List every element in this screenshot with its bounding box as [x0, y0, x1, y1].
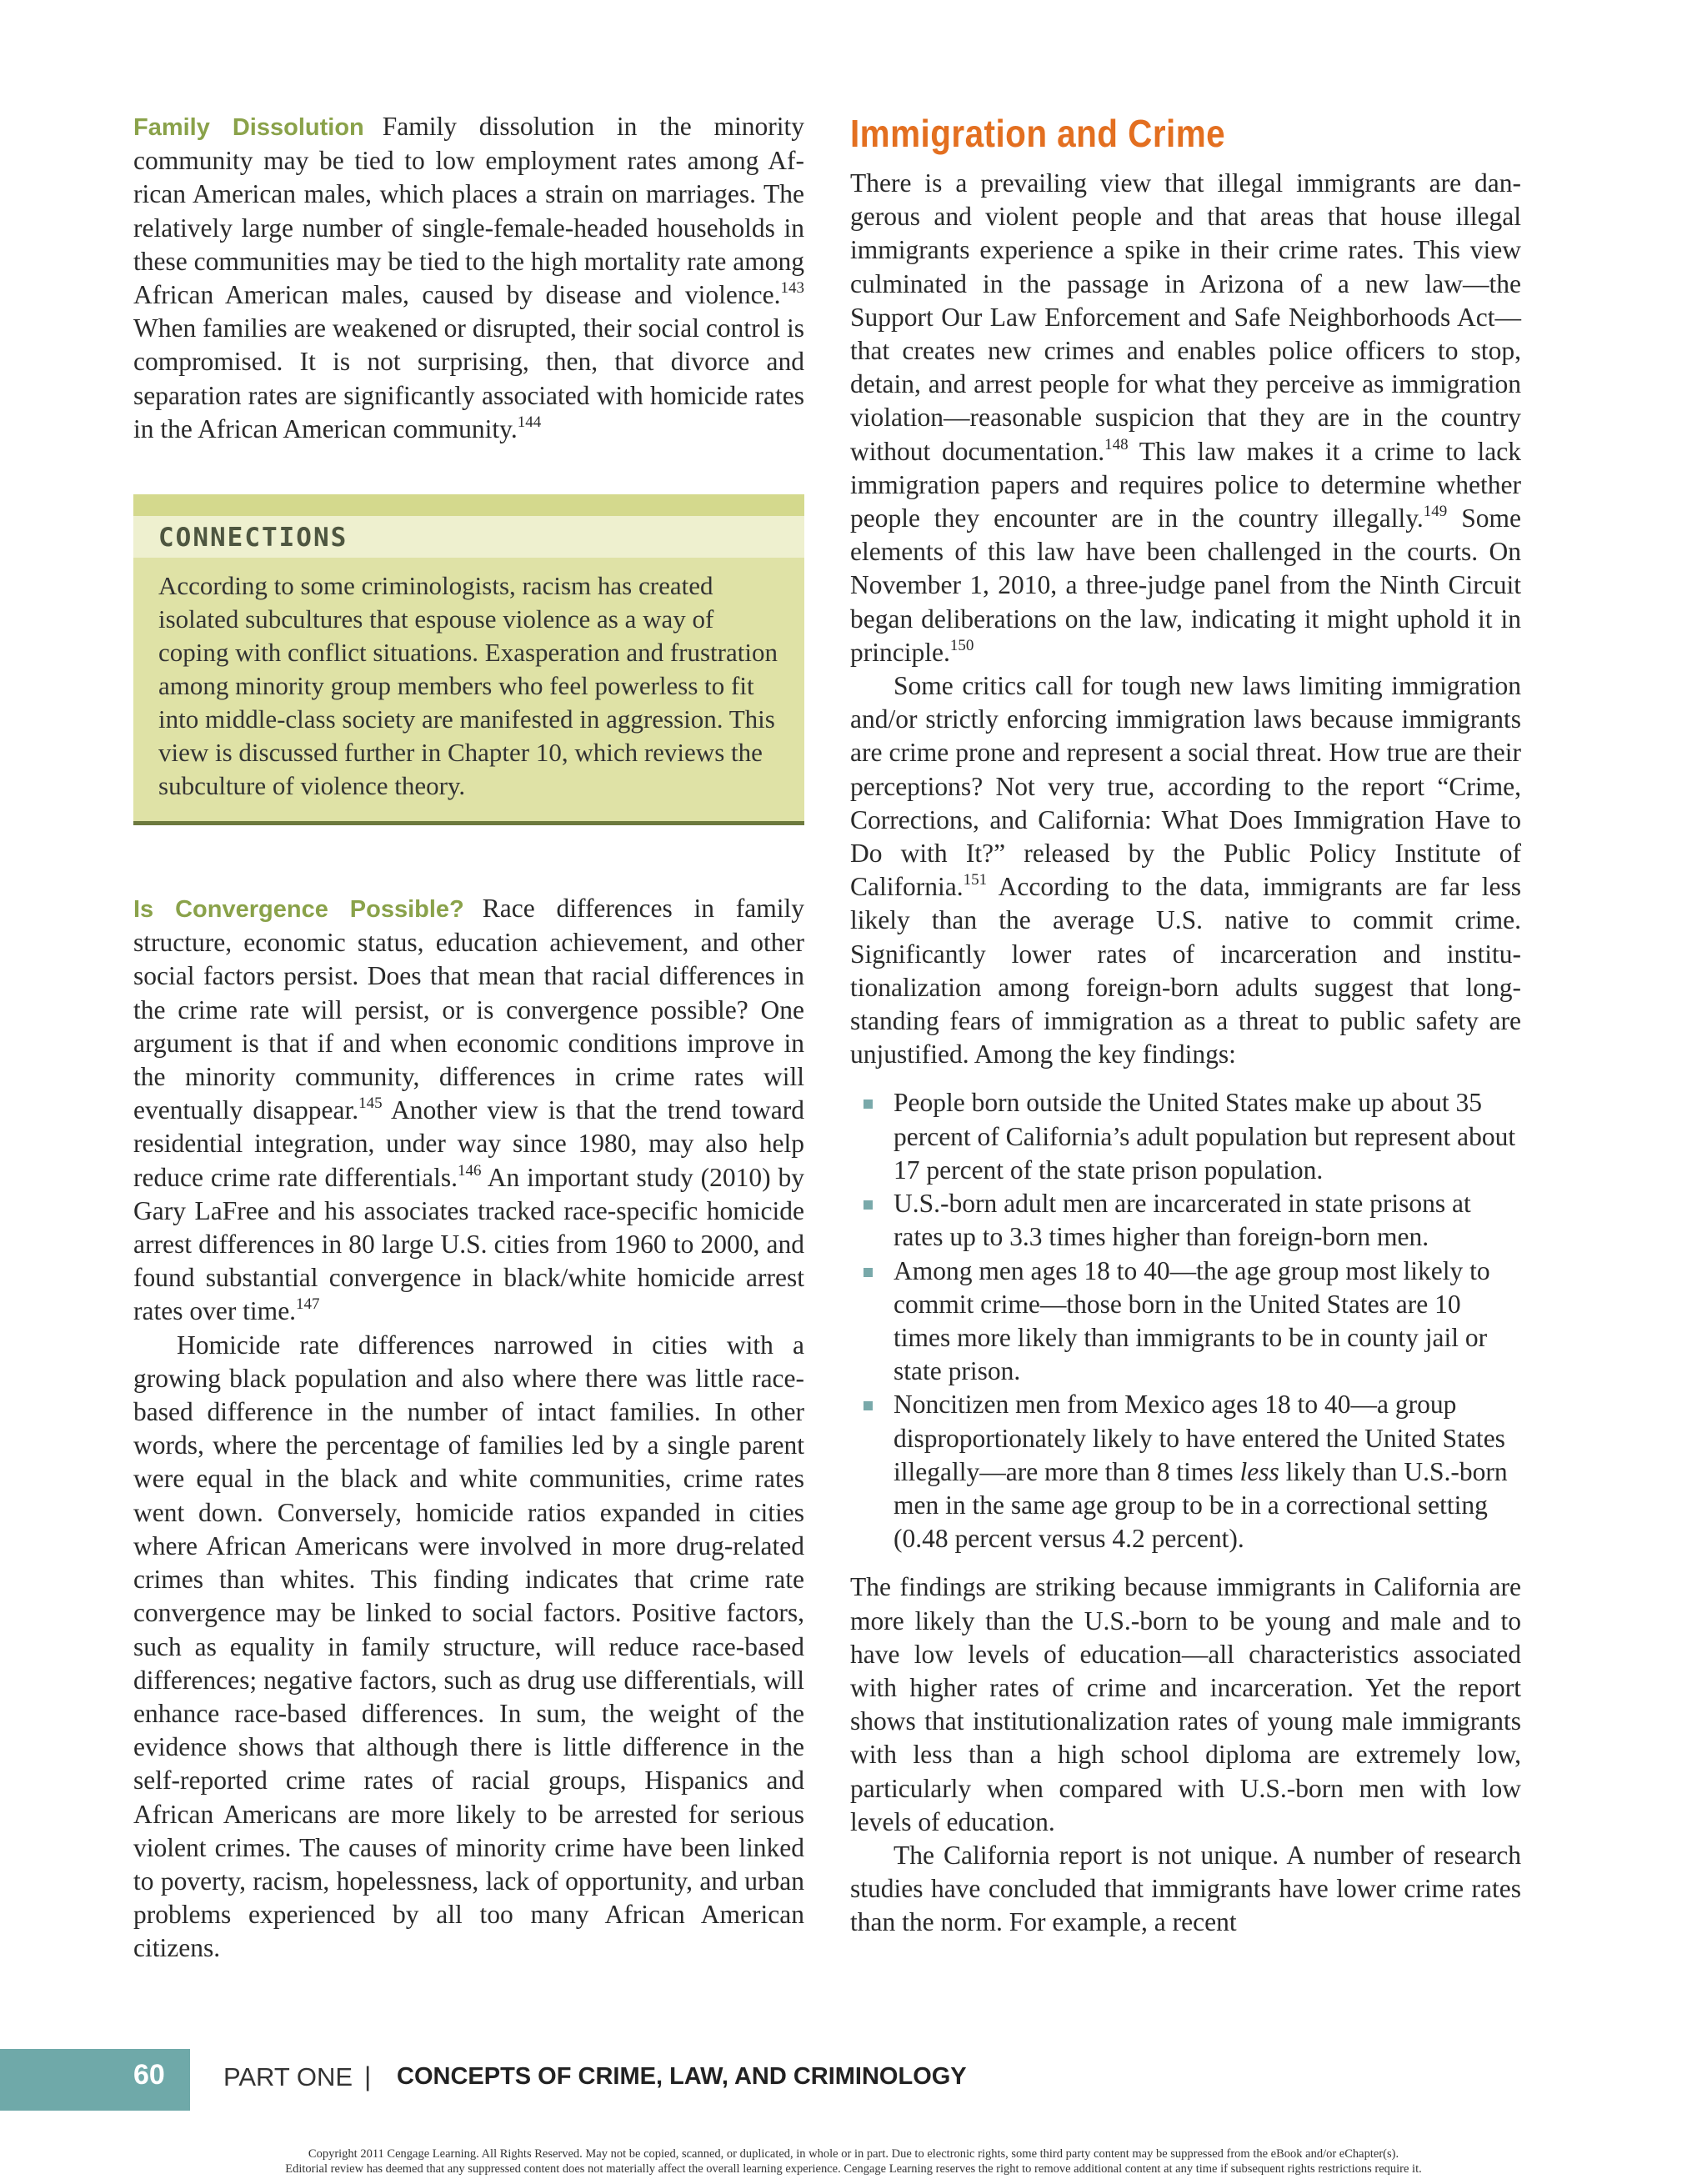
footnote-ref: 151 [963, 871, 988, 889]
footnote-ref: 145 [358, 1095, 383, 1113]
findings-list [850, 1086, 1521, 1555]
list-item-text: People born outside the United States make up about 35 percent of California’s adult population but represent about 17 percent of the state prison population. [894, 1088, 1516, 1185]
right-column [850, 110, 1521, 1940]
immigration-paragraph-1 [850, 167, 1521, 669]
convergence-paragraph [133, 892, 804, 1329]
footnote-ref: 144 [517, 413, 542, 431]
paragraph-text: Some elements of this law have been challenged in the courts. On November 1, 2010, a three-judge panel from the Ninth Circuit began deliberations on the law, indicating it might uphold it in principle. [850, 503, 1521, 667]
immigration-paragraph-4: The California report is not unique. A number of research studies have concluded that immigrants have lower crime rates than the norm. For example, a recent [850, 1840, 1521, 1937]
paragraph-text: An important study (2010) by Gary LaFree and his associates tracked race-specific homicide arrest differences in 80 large U.S. cities from 1960 to 2000, and found substantial convergence in black/white homicide arrest rates over time. [133, 1162, 805, 1326]
family-dissolution-heading: Family Dissolution [133, 114, 364, 141]
convergence-heading: Is Convergence Possible? [133, 896, 464, 924]
square-bullet-icon [864, 1100, 873, 1109]
footnote-ref: 147 [296, 1295, 320, 1314]
list-item-text: likely than U.S.-born men in the same age group to be in a correctional setting (0.48 percent versus 4.2 percent). [894, 1456, 1508, 1554]
list-item [894, 1187, 1521, 1254]
section-title: Immigration and Crime [850, 112, 1226, 155]
footnote-ref: 150 [949, 636, 974, 654]
immigration-paragraph-2 [850, 669, 1521, 1071]
paragraph-text: When families are weakened or disrupted, their social control is compromised. It is not surprising, then, that divorce and separation rates are significantly associated with homicide rates in the African American community. [133, 313, 804, 443]
paragraph-text: Some critics call for tough new laws limiting immigration and/or strictly enforcing immigration laws because immigrants are crime prone and represent a social threat. How true are their perceptions? Not very true, according to the report “Crime, Corrections, and California: What Does Immigration Have to Do with It?” released by the Public Policy Institute of California. [850, 671, 1521, 902]
left-column [133, 110, 804, 1966]
emphasis-text: less [1239, 1456, 1279, 1486]
list-item [894, 1388, 1521, 1555]
paragraph-text: Family dissolution in the minority community may be tied to low employment rates among African American males, which places a strain on marriages. The relatively large number of single-female-headed households in these communities may be tied to the high mortality rate among African American males, caused by disease and violence. [133, 112, 804, 310]
paragraph-text: Race differences in family structure, economic status, education achievement, and other social factors persist. Does that mean that racial differences in the crime rate will persist, or is convergence possible? One argument is that if and when economic conditions improve in the minority community, differences in crime rates will eventually disappear. [133, 894, 804, 1125]
immigration-paragraph-3: The findings are striking because immigrants in California are more likely than the U.S.-born to be young and male and to have low levels of education—all characteristics associated with higher rates of crime and incarceration. Yet the report shows that institutionalization rates of young male immigrants with less than a high school diploma are extremely low, particularly when compared with U.S.-born men with low levels of education. [850, 1572, 1521, 1836]
footnote-ref: 143 [780, 279, 804, 298]
paragraph-text: This law makes it a crime to lack immigration papers and requires police to determine whether people they encounter are in the country illegally. [850, 436, 1521, 533]
paragraph-text: Another view is that the trend toward residential integration, under way since 1980, may also help reduce crime rate differentials. [133, 1095, 805, 1192]
page-number: 60 [133, 2059, 165, 2091]
connections-text: According to some criminologists, racism has created isolated subcultures that espouse violence as a way of coping with conflict situations. Exasperation and frustration among minority group members who feel powerless to fit into middle-class society are manifested in aggression. This view is discussed further in Chapter 10, which reviews the subculture of violence theory. [158, 571, 778, 801]
footer-part-label: PART ONE [223, 2062, 353, 2091]
footnote-ref: 146 [458, 1161, 482, 1180]
list-item [894, 1255, 1521, 1389]
homicide-paragraph: Homicide rate differences narrowed in cities with a growing black population and also where there was little race-based difference in the number of intact families. In other words, where the percentage of families led by a single parent were equal in the black and white communities, crime rates went down. Conversely, homicide ratios expanded in cities where African Americans were involved in more drug-related crimes than whites. This finding indicates that crime rate convergence may be linked to social factors. Positive factors, such as equality in family structure, will reduce race-based differences; negative factors, such as drug use differentials, will enhance race-based differences. In sum, the weight of the evidence shows that although there is little difference in the self-reported crime rates of racial groups, Hispanics and African Americans are more likely to be arrested for serious violent crimes. The causes of minority crime have been linked to poverty, racism, hopelessness, lack of opportunity, and urban problems experienced by all too many African American citizens. [133, 1330, 804, 1963]
paragraph-text: There is a prevailing view that illegal immigrants are dangerous and violent people and that areas that house illegal immigrants experience a spike in their crime rates. This view culminated in the passage in Arizona of a new law—the Support Our Law Enforcement and Safe Neighborhoods Act—that creates new crimes and enables police officers to stop, detain, and arrest people for what they perceive as immigration violation—reasonable suspicion that they are in the country without documentation. [850, 168, 1521, 466]
list-item-text: U.S.-born adult men are incarcerated in state prisons at rates up to 3.3 times higher than foreign-born men. [894, 1189, 1471, 1252]
footer-separator: | [364, 2061, 372, 2091]
list-item-text: Among men ages 18 to 40—the age group most likely to commit crime—those born in the United States are 10 times more likely than immigrants to be in county jail or state prison. [894, 1255, 1490, 1386]
square-bullet-icon [864, 1401, 873, 1410]
square-bullet-icon [864, 1200, 873, 1210]
square-bullet-icon [864, 1268, 873, 1277]
family-dissolution-paragraph [133, 110, 804, 446]
copyright-line: Copyright 2011 Cengage Learning. All Rights Reserved. May not be copied, scanned, or duplicated, in whole or in part. Due to electronic rights, some third party content may be suppressed from the eBook and/or eChapter(s). [308, 2147, 1399, 2161]
connections-title: CONNECTIONS [133, 516, 804, 558]
footnote-ref: 148 [1104, 435, 1129, 453]
footer-book-part-title: CONCEPTS OF CRIME, LAW, AND CRIMINOLOGY [397, 2063, 967, 2090]
list-item-text: Noncitizen men from Mexico ages 18 to 40—a group disproportionately likely to have entered the United States illegally—are more than 8 times [894, 1390, 1505, 1486]
list-item [894, 1086, 1521, 1187]
connections-box [133, 494, 804, 825]
footnote-ref: 149 [1423, 503, 1448, 521]
connections-top-band [133, 494, 804, 516]
copyright-notice [0, 2146, 1707, 2176]
paragraph-text: According to the data, immigrants are far less likely than the average U.S. native to commit crime. Significantly lower rates of incarceration and institutionalization among foreign-born adults suggest that longstanding fears of immigration as a threat to public safety are unjustified. Among the key findings: [850, 872, 1521, 1069]
copyright-line: Editorial review has deemed that any suppressed content does not materially affect the overall learning experience. Cengage Learning reserves the right to remove additional content at any time if subsequent rights restrictions require it. [285, 2162, 1422, 2176]
